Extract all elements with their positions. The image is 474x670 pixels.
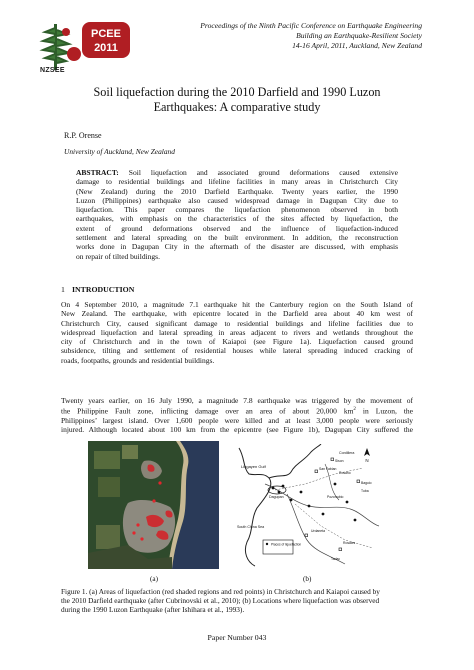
paragraph-line — [61, 405, 413, 416]
paper-number: Paper Number 043 — [207, 633, 267, 642]
map-compass-label: N — [365, 458, 369, 463]
map-town-label: Rosales — [343, 541, 356, 545]
abstract-line: damage to residential buildings and lifeline facilities in many areas in Christchurch City — [76, 177, 398, 187]
author-affiliation: University of Auckland, New Zealand — [64, 147, 175, 156]
abstract-line: liquefaction. This paper compares the liquefaction phenomenon observed in both — [76, 205, 398, 215]
paragraph-line: Twenty years earlier, on 16 July 1990, a magnitude 7.8 earthquake was triggered by the movement of — [61, 396, 413, 405]
abstract-line: earthquakes, with emphasis on the characteristics of the sites affected by liquefaction, the — [76, 214, 398, 224]
paper-title-line2: Earthquakes: A comparative study — [153, 100, 321, 114]
svg-text:2011: 2011 — [94, 42, 118, 54]
abstract-line — [76, 168, 398, 177]
figure-subcaption-a: (a) — [150, 575, 158, 583]
abstract-line: on repair of tilted buildings. — [76, 251, 160, 261]
section-heading — [61, 285, 134, 294]
map-town-label: Tarlac — [331, 557, 341, 561]
map-town-label: Pozorrubio — [327, 495, 344, 499]
paragraph-line: widespread liquefaction and lateral spreading in areas adjacent to rivers and wetlands throughout the — [61, 327, 413, 337]
map-legend-label: Places of liquefaction — [271, 542, 302, 547]
intro-paragraph-2 — [61, 396, 413, 435]
paragraph-text: in Luzon, the — [355, 406, 413, 416]
paragraph-line: injured. Although located about 100 km from the epicentre (see Figure 1b), Dagupan City suffered the — [61, 425, 413, 435]
abstract-line: works done in Dagupan City in the aftermath of the disaster are discussed, with emphasis — [76, 242, 398, 252]
caption-line: Figure 1. (a) Areas of liquefaction (red shaded regions and red points) in Christchurch and Kaiapoi caused by — [61, 587, 380, 596]
paragraph-line: On 4 September 2010, a magnitude 7.1 earthquake hit the Canterbury region on the South Island of — [61, 300, 413, 309]
pcee-badge — [82, 22, 130, 58]
caption-line: during the 1990 Luzon Earthquake (after Ishihara et al., 1993). — [61, 605, 245, 614]
author-name: R.P. Orense — [64, 131, 102, 140]
map-label-dagupan: Dagupan — [269, 495, 284, 499]
map-label-mountains: Cordillera — [339, 451, 355, 455]
map-town-label: Sison — [335, 459, 344, 463]
abstract-label: ABSTRACT: — [76, 168, 119, 177]
paragraph-text: the Philippine Fault zone, inflicting damage over an area of about 20,000 km — [61, 406, 354, 416]
caption-line: the 2010 Darfield earthquake (after Cubrinovski et al., 2010); (b) Locations where liquefaction was observed — [61, 596, 380, 605]
section-number: 1 — [61, 285, 65, 294]
paper-title-line1: Soil liquefaction during the 2010 Darfield and 1990 Luzon — [93, 85, 381, 99]
figure-1a-satellite-map — [88, 441, 219, 569]
paragraph-line: Philippines’ largest island. Over 1,600 people were killed and at least 3,000 people were seriously — [61, 416, 413, 426]
map-town-label: Urdaneta — [311, 529, 325, 533]
red-circle-icon — [67, 47, 81, 61]
superscript: 2 — [353, 407, 356, 413]
paragraph-line: subsidence, tilting and settlement of residential houses while lateral spreading induced cracking of — [61, 346, 413, 356]
paper-title — [60, 85, 414, 115]
conference-theme-line: Building an Earthquake-Resilient Society — [296, 31, 422, 40]
paragraph-line: New Zealand. The earthquake, with epicentre located in the Darfield area about 40 km west of — [61, 309, 413, 319]
paragraph-line: roads, footpaths, grounds and residential buildings. — [61, 355, 215, 365]
map-label-sea: South China Sea — [237, 525, 265, 529]
conference-date-line: 14-16 April, 2011, Auckland, New Zealand — [292, 41, 422, 50]
map-town-label: Tuba — [361, 489, 369, 493]
map-label-lingayen-gulf: Lingayen Gulf — [241, 464, 266, 469]
abstract-line: Luzon (Philippines) earthquake also caused widespread damage in Dagupan City due to — [76, 195, 398, 205]
paragraph-line: city of Christchurch and in the town of Kaiapoi (see Figure 1a). Liquefaction caused ground — [61, 337, 413, 347]
figure-1b-liquefaction-map — [235, 444, 381, 568]
section-title: INTRODUCTION — [71, 285, 135, 294]
abstract-line: (New Zealand) during the 2010 Darfield Earthquake. Twenty years earlier, the 1990 — [76, 186, 398, 196]
red-dot-icon — [62, 28, 70, 36]
figure-1-caption — [61, 587, 413, 614]
svg-text:PCEE: PCEE — [91, 28, 121, 40]
abstract-text: Soil liquefaction and associated ground deformations caused extensive — [118, 168, 398, 177]
conference-proceedings-line: Proceedings of the Ninth Pacific Conference on Earthquake Engineering — [200, 21, 422, 30]
abstract — [76, 168, 398, 261]
intro-paragraph-1 — [61, 300, 413, 365]
abstract-line: extent of ground deformations observed and the influence of liquefaction-induced — [76, 223, 398, 233]
map-town-label: Rosario — [339, 471, 351, 475]
map-town-label: San Fabian — [319, 467, 337, 471]
figure-subcaption-b: (b) — [303, 575, 312, 583]
map-town-label: Baguio — [361, 481, 372, 485]
abstract-line: settlement and lateral spreading on the built environment. In addition, the reconstruction — [76, 233, 398, 243]
paragraph-line: Christchurch City, caused significant damage to residential buildings and lifeline facilities due to — [61, 318, 413, 328]
nzsee-logo-text: NZSEE — [40, 67, 65, 74]
